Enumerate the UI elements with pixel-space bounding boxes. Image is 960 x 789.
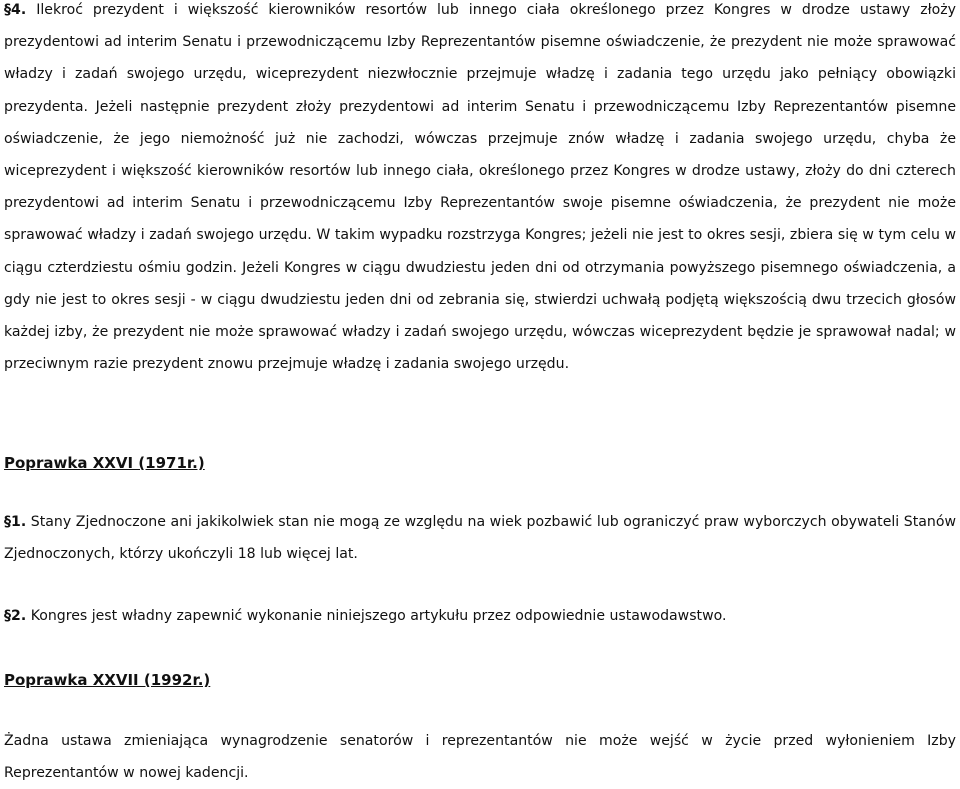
section-number: §1. xyxy=(4,514,27,530)
section-number: §4. xyxy=(4,2,27,18)
section-text: Ilekroć prezydent i większość kierowników resortów lub innego ciała określonego przez Kongres w drodze ustawy złoży prezydentowi ad interim Senatu i przewodniczącemu Izby Reprezentantów pisemne oświadczenie, że prezydent nie może sprawować władzy i zadań swojego urzędu, wiceprezydent niezwłocznie przejmuje władzę i zadania tego urzędu jako pełniący obowiązki prezydenta. Jeżeli następnie prezydent złoży prezydentowi ad interim Senatu i przewodniczącemu Izby Reprezentantów pisemne oświadczenie, że jego niemożność już nie zachodzi, wówczas przejmuje znów władzę i zadania swojego urzędu, chyba że wiceprezydent i większość kierowników resortów lub innego ciała, określonego przez Kongres w drodze ustawy, złoży do dni czterech prezydentowi ad interim Senatu i przewodniczącemu Izby Reprezentantów swoje pisemne oświadczenia, że prezydent nie może sprawować władzy i zadań swojego urzędu. W takim wypadku rozstrzyga Kongres; jeżeli nie jest to okres sesji, zbiera się w tym celu w ciągu czterdziestu ośmiu godzin. Jeżeli Kongres w ciągu dwudziestu jeden dni od otrzymania powyższego pisemnego oświadczenia, a gdy nie jest to okres sesji - w ciągu dwudziestu jeden dni od zebrania się, stwierdzi uchwałą podjętą większością dwu trzecich głosów każdej izby, że prezydent nie może sprawować władzy i zadań swojego urzędu, wówczas wiceprezydent będzie je sprawował nadal; w przeciwnym razie prezydent znowu przejmuje władzę i zadania swojego urzędu. xyxy=(4,2,956,373)
amendment-27-paragraph: Żadna ustawa zmieniająca wynagrodzenie senatorów i reprezentantów nie może wejść w życie przed wyłonieniem Izby Reprezentantów w nowej kadencji. xyxy=(4,733,956,782)
section-text: Stany Zjednoczone ani jakikolwiek stan nie mogą ze względu na wiek pozbawić lub ograniczyć praw wyborczych obywateli Stanów Zjednoczonych, którzy ukończyli 18 lub więcej lat. xyxy=(4,514,956,563)
amendment-27-heading: Poprawka XXVII (1992r.) xyxy=(4,671,211,689)
amendment-26-section-1 xyxy=(4,506,956,570)
amendment-26-heading: Poprawka XXVI (1971r.) xyxy=(4,454,205,472)
section-text: Kongres jest władny zapewnić wykonanie niniejszego artykułu przez odpowiednie ustawodawstwo. xyxy=(26,608,727,624)
section-number: §2. xyxy=(4,608,27,624)
section-4-paragraph xyxy=(4,0,956,380)
amendment-26-section-2 xyxy=(4,600,956,632)
